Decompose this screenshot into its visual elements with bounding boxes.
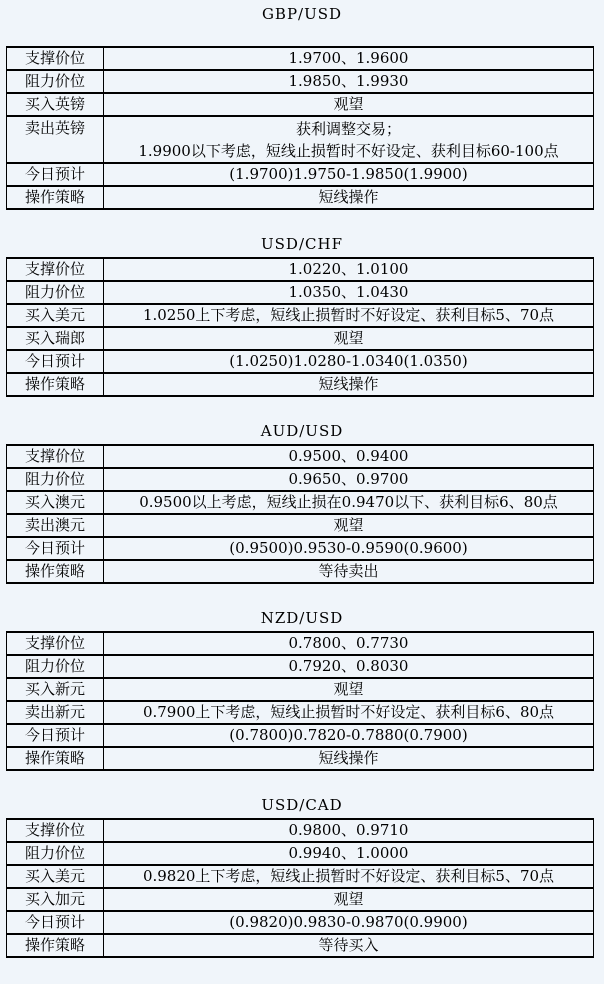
strategy-table (6, 631, 594, 771)
row-label: 今日预计 (7, 537, 104, 560)
row-value: 0.9500、0.9400 (104, 445, 594, 468)
table-row (7, 491, 594, 514)
pair-title: USD/CAD (261, 796, 343, 814)
row-label: 阻力价位 (7, 70, 104, 93)
table-row (7, 258, 594, 281)
table-row (7, 186, 594, 209)
table-row (7, 70, 594, 93)
row-value: 0.7900上下考虑，短线止损暂时不好设定、获利目标6、80点 (104, 701, 594, 724)
table-row (7, 163, 594, 186)
row-label: 支撑价位 (7, 445, 104, 468)
strategy-table (6, 818, 594, 958)
row-value-line1: 获利调整交易； (295, 119, 401, 138)
row-label: 支撑价位 (7, 819, 104, 842)
row-value: 1.0220、1.0100 (104, 258, 594, 281)
pair-title: NZD/USD (260, 609, 344, 627)
row-value: 短线操作 (104, 747, 594, 770)
row-value: 0.9800、0.9710 (104, 819, 594, 842)
row-value: 0.7920、0.8030 (104, 655, 594, 678)
row-value: 0.9820上下考虑，短线止损暂时不好设定、获利目标5、70点 (104, 865, 594, 888)
row-value: 短线操作 (104, 373, 594, 396)
row-value: (1.9700)1.9750-1.9850(1.9900) (104, 163, 594, 186)
row-label: 阻力价位 (7, 281, 104, 304)
table-row (7, 327, 594, 350)
table-row (7, 678, 594, 701)
section-nzd-usd (0, 610, 604, 771)
row-label: 卖出澳元 (7, 514, 104, 537)
strategy-table (6, 257, 594, 397)
row-value: 1.0350、1.0430 (104, 281, 594, 304)
row-value (104, 116, 594, 163)
row-label: 买入加元 (7, 888, 104, 911)
section-aud-usd (0, 423, 604, 584)
row-value: 观望 (104, 678, 594, 701)
table-row (7, 655, 594, 678)
row-label: 买入瑞郎 (7, 327, 104, 350)
row-label: 操作策略 (7, 560, 104, 583)
row-value: 短线操作 (104, 186, 594, 209)
row-label: 今日预计 (7, 724, 104, 747)
table-row (7, 934, 594, 957)
row-value: 0.9500以上考虑，短线止损在0.9470以下、获利目标6、80点 (104, 491, 594, 514)
table-row (7, 911, 594, 934)
row-value: (0.7800)0.7820-0.7880(0.7900) (104, 724, 594, 747)
table-row (7, 514, 594, 537)
table-row (7, 468, 594, 491)
table-row (7, 819, 594, 842)
row-label: 今日预计 (7, 911, 104, 934)
row-value: 观望 (104, 327, 594, 350)
row-label: 今日预计 (7, 350, 104, 373)
table-row (7, 304, 594, 327)
row-value: 观望 (104, 888, 594, 911)
row-value: (0.9500)0.9530-0.9590(0.9600) (104, 537, 594, 560)
section-usd-chf (0, 236, 604, 397)
row-value: 等待买入 (104, 934, 594, 957)
row-label: 支撑价位 (7, 47, 104, 70)
table-row (7, 632, 594, 655)
row-value: 0.7800、0.7730 (104, 632, 594, 655)
pair-title: GBP/USD (261, 5, 343, 23)
row-value: (1.0250)1.0280-1.0340(1.0350) (104, 350, 594, 373)
row-label: 操作策略 (7, 186, 104, 209)
row-label: 买入澳元 (7, 491, 104, 514)
row-value: 观望 (104, 93, 594, 116)
table-row (7, 373, 594, 396)
row-value: 0.9940、1.0000 (104, 842, 594, 865)
table-row (7, 116, 594, 163)
row-label: 买入英镑 (7, 93, 104, 116)
row-value-line2: 1.9900以下考虑，短线止损暂时不好设定、获利目标60-100点 (138, 141, 559, 160)
section-usd-cad (0, 797, 604, 958)
row-label: 今日预计 (7, 163, 104, 186)
row-value: 1.0250上下考虑，短线止损暂时不好设定、获利目标5、70点 (104, 304, 594, 327)
row-label: 阻力价位 (7, 468, 104, 491)
row-label: 支撑价位 (7, 258, 104, 281)
table-row (7, 701, 594, 724)
row-value: 等待卖出 (104, 560, 594, 583)
row-label: 买入美元 (7, 865, 104, 888)
row-label: 卖出英镑 (7, 116, 104, 163)
pair-title: USD/CHF (261, 235, 343, 253)
table-row (7, 281, 594, 304)
table-row (7, 747, 594, 770)
table-row (7, 865, 594, 888)
row-label: 阻力价位 (7, 842, 104, 865)
row-label: 阻力价位 (7, 655, 104, 678)
table-row (7, 724, 594, 747)
row-label: 买入美元 (7, 304, 104, 327)
strategy-table (6, 444, 594, 584)
section-gbp-usd (0, 6, 604, 210)
table-row (7, 47, 594, 70)
pair-title: AUD/USD (260, 422, 344, 440)
row-label: 买入新元 (7, 678, 104, 701)
table-row (7, 560, 594, 583)
row-value: 观望 (104, 514, 594, 537)
row-value: 1.9700、1.9600 (104, 47, 594, 70)
row-value: 0.9650、0.9700 (104, 468, 594, 491)
table-row (7, 842, 594, 865)
row-label: 卖出新元 (7, 701, 104, 724)
table-row (7, 445, 594, 468)
table-row (7, 888, 594, 911)
table-row (7, 93, 594, 116)
row-value: (0.9820)0.9830-0.9870(0.9900) (104, 911, 594, 934)
table-row (7, 350, 594, 373)
row-label: 操作策略 (7, 934, 104, 957)
row-label: 支撑价位 (7, 632, 104, 655)
row-label: 操作策略 (7, 747, 104, 770)
row-value: 1.9850、1.9930 (104, 70, 594, 93)
strategy-table (6, 46, 594, 210)
table-row (7, 537, 594, 560)
row-label: 操作策略 (7, 373, 104, 396)
